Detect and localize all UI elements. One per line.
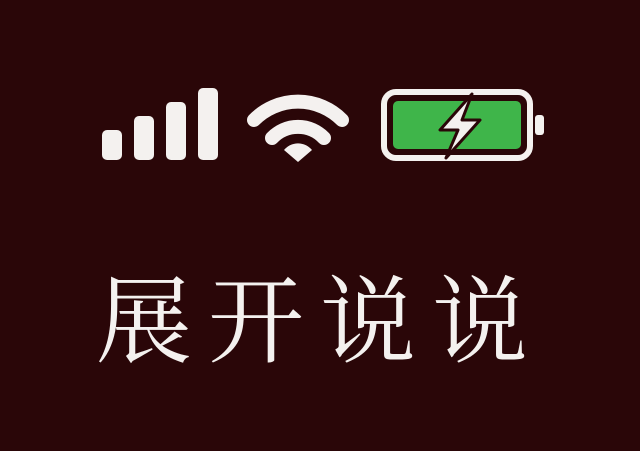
signal-bar-4 [198, 88, 218, 160]
signal-strength-icon [100, 86, 222, 162]
signal-bar-1 [102, 130, 122, 160]
battery-charging-icon [380, 88, 548, 162]
caption-text: 展开说说 [96, 266, 544, 378]
signal-bar-2 [134, 116, 154, 160]
status-icons-row [0, 0, 640, 200]
wifi-icon [246, 90, 350, 166]
battery-terminal [535, 115, 544, 135]
signal-bar-3 [166, 102, 186, 160]
